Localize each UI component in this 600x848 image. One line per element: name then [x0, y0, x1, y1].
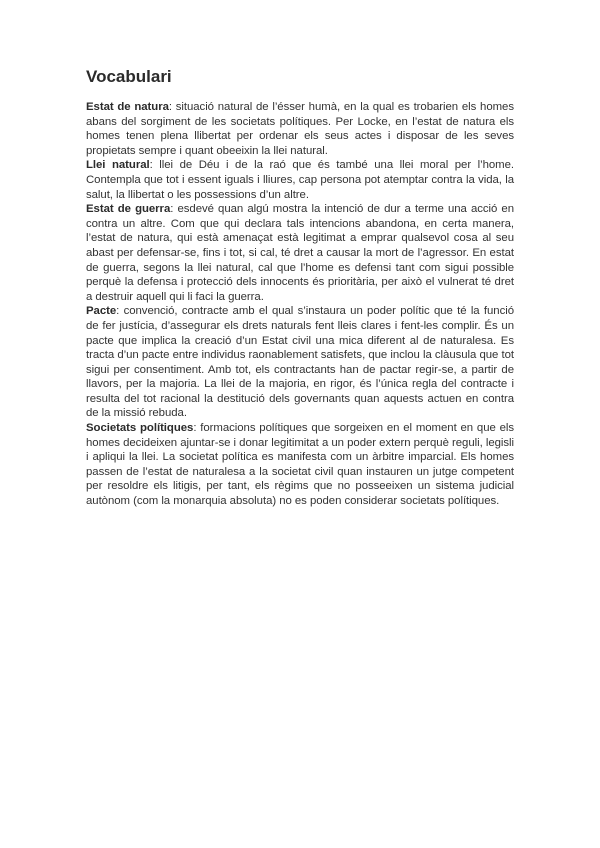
entry-term: Estat de guerra	[86, 203, 171, 216]
entry-definition: : convenció, contracte amb el qual s’instaura un poder polític que té la funció de fer justícia, d’assegurar els drets naturals fent lleis clares i fent-les complir. És un pacte que implica la creació d’un Estat civil una mica diferent al de naturalesa. Es tracta d’un pacte entre individus raonablement satisfets, que inclou la clàusula que tot sigui per consentiment. Amb tot, els contractants han de pactar regir-se, a partir de llavors, per la majoria. La llei de la majoria, en rigor, és l’única regla del contracte i resulta del tot racional la destitució dels governants quan aquests actuen en contra de la missió rebuda.	[86, 305, 514, 420]
entry-definition: : formacions polítiques que sorgeixen en el moment en que els homes decideixen ajuntar-se i donar legitimitat a un poder extern perquè reguli, legisli i apliqui la llei. La societat política es manifesta com un àrbitre imparcial. Els homes passen de l’estat de naturalesa a la societat civil quan instauren un jutge competent per resoldre els litigis, per tant, els règims que no posseeixen un sistema judicial autònom (com la monarquia absoluta) no es poden considerar societats polítiques.	[86, 422, 515, 508]
page-title: Vocabulari	[86, 67, 172, 86]
entry-estat-de-natura	[86, 100, 514, 158]
entry-definition: : llei de Déu i de la raó que és també una llei moral per l’home. Contempla que tot i essent iguals i lliures, cap persona pot atemptar contra la vida, la salut, la llibertat o les possessions d’un altre.	[86, 159, 514, 201]
entry-term: Llei natural	[86, 159, 150, 172]
document-page	[86, 66, 514, 509]
entry-definition: : esdevé quan algú mostra la intenció de dur a terme una acció en contra un altre. Com que qui declara tals intencions abandona, en certa manera, l’estat de natura, qui està amenaçat està legitimat a emprar qualsevol cosa al seu abast per defensar-se, fins i tot, si cal, té dret a causar la mort de l’agressor. En estat de guerra, segons la llei natural, cal que l’home es defensi tant com sigui possible perquè la defensa i protecció dels innocents és prioritària, per això el vulnerat té dret a destruir aquell qui li faci la guerra.	[86, 203, 514, 303]
entry-definition: : situació natural de l’ésser humà, en la qual es trobarien els homes abans del sorgiment de les societats polítiques. Per Locke, en l’estat de natura els homes tenen plena llibertat per ordenar els seus actes i disposar de les seves propietats sempre i quant obeeixin la llei natural.	[86, 101, 514, 157]
entry-term: Estat de natura	[86, 101, 169, 113]
entry-societats-politiques	[86, 421, 514, 509]
entry-estat-de-guerra	[86, 202, 514, 304]
entry-term: Societats polítiques	[86, 422, 194, 435]
entry-llei-natural	[86, 158, 514, 202]
entry-pacte	[86, 304, 514, 421]
entry-term: Pacte	[86, 305, 117, 318]
